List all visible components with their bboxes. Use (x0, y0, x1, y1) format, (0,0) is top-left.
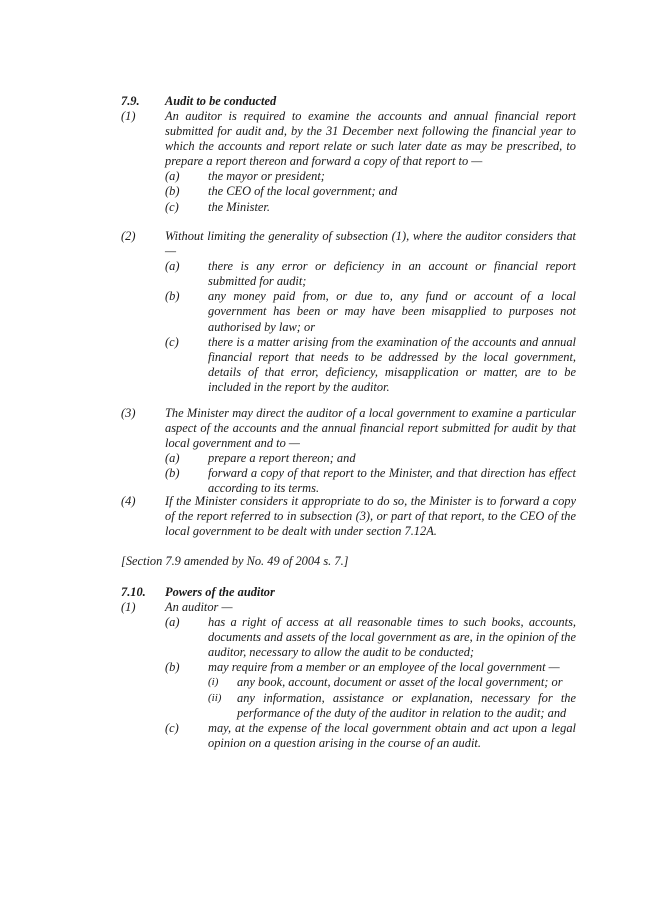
paragraph-number: (a) (165, 259, 180, 274)
subsection-number: (4) (121, 494, 136, 508)
subsection-number: (1) (121, 109, 136, 123)
paragraph (165, 466, 576, 496)
subsection (121, 229, 576, 395)
subsection-number: (1) (121, 600, 136, 614)
subsection (121, 109, 576, 215)
subparagraph-number: (i) (208, 676, 219, 689)
paragraph (165, 721, 576, 751)
subsection-text: If the Minister considers it appropriate to do so, the Minister is to forward a copy of the report referred to in subsection (3), or part of that report, to the CEO of the local government to be dealt with under section 7.12A. (165, 494, 576, 539)
paragraph-text: there is any error or deficiency in an account or financial report submitted for audit; (208, 259, 576, 289)
subparagraph (208, 675, 576, 690)
subsection-text: An auditor is required to examine the accounts and annual financial report submitted for audit and, by the 31 December next following the financial year to which the accounts and report relate or such later date as may be prescribed, to prepare a report thereon and forward a copy of that report to — (165, 109, 576, 169)
paragraph (165, 660, 576, 720)
paragraph-number: (c) (165, 334, 179, 349)
subsection (121, 406, 576, 497)
paragraph-number: (a) (165, 451, 180, 466)
paragraph-text: the mayor or president; (208, 169, 325, 184)
section-number: 7.10. (121, 585, 146, 599)
amendment-note: [Section 7.9 amended by No. 49 of 2004 s. 7.] (121, 554, 349, 568)
paragraph-number: (c) (165, 199, 179, 214)
subparagraph-text: any book, account, document or asset of the local government; or (237, 675, 563, 690)
section-title: Powers of the auditor (165, 585, 275, 599)
paragraph (165, 169, 576, 184)
paragraph-number: (b) (165, 184, 180, 199)
paragraph-number: (b) (165, 660, 180, 675)
paragraph (165, 184, 576, 199)
paragraph-text: prepare a report thereon; and (208, 451, 356, 466)
paragraph-text: the Minister. (208, 199, 270, 214)
paragraph-number: (c) (165, 720, 179, 735)
paragraph (165, 615, 576, 660)
subparagraph-text: any information, assistance or explanation, necessary for the performance of the duty of the auditor in relation to the audit; and (237, 690, 576, 720)
subsection (121, 600, 576, 751)
subparagraph-number: (ii) (208, 691, 222, 704)
paragraph-text: forward a copy of that report to the Minister, and that direction has effect according to its terms. (208, 466, 576, 496)
paragraph (165, 451, 576, 466)
subsection-text: Without limiting the generality of subsection (1), where the auditor considers that — (165, 229, 576, 259)
paragraph-number: (a) (165, 615, 180, 630)
subsection-text: The Minister may direct the auditor of a local government to examine a particular aspect of the accounts and the annual financial report submitted for audit by that local government and to — (165, 406, 576, 451)
subsection-number: (2) (121, 229, 136, 243)
paragraph (165, 200, 576, 215)
paragraph-text: there is a matter arising from the examination of the accounts and annual financial report that needs to be addressed by the local government, details of that error, deficiency, misapplication or matter, are to be included in the report by the auditor. (208, 334, 576, 394)
section-title: Audit to be conducted (165, 94, 277, 108)
subparagraph (208, 691, 576, 721)
paragraph-number: (b) (165, 289, 180, 304)
paragraph (165, 259, 576, 289)
paragraph-number: (a) (165, 169, 180, 184)
section-number: 7.9. (121, 94, 140, 108)
paragraph-text: any money paid from, or due to, any fund or account of a local government has been or may have been misapplied to purposes not authorised by law; or (208, 289, 576, 334)
subsection (121, 494, 576, 539)
paragraph-text: the CEO of the local government; and (208, 184, 398, 199)
subsection-number: (3) (121, 406, 136, 420)
paragraph-text: has a right of access at all reasonable times to such books, accounts, documents and assets of the local government as are, in the opinion of the auditor, necessary to allow the audit to be conducted; (208, 615, 576, 660)
paragraph-number: (b) (165, 466, 180, 481)
subsection-text: An auditor — (165, 600, 233, 614)
paragraph-text: may, at the expense of the local government obtain and act upon a legal opinion on a question arising in the course of an audit. (208, 720, 576, 750)
paragraph (165, 289, 576, 334)
paragraph-text: may require from a member or an employee of the local government — (208, 660, 560, 675)
paragraph (165, 335, 576, 395)
